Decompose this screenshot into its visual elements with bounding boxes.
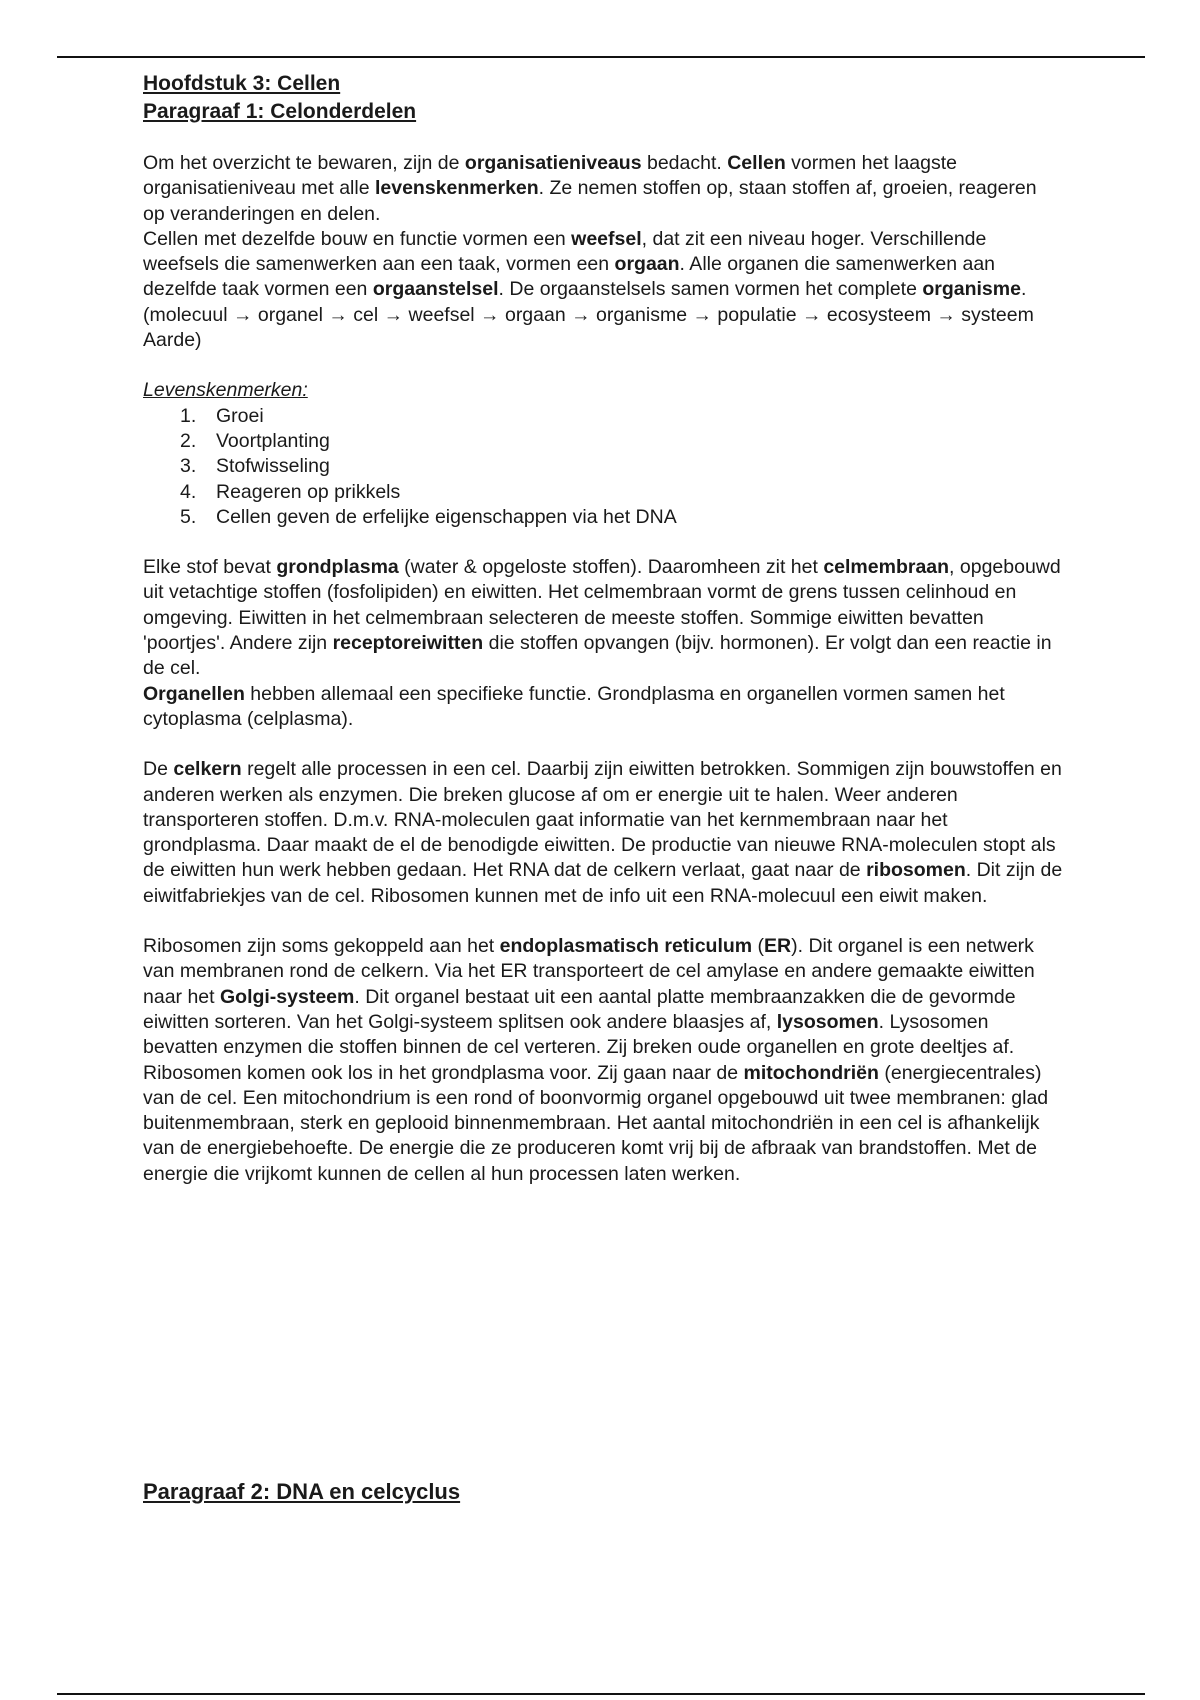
section-2-title: Paragraaf 2: DNA en celcyclus bbox=[143, 1479, 461, 1504]
section-1-title: Paragraaf 1: Celonderdelen bbox=[143, 100, 417, 123]
bottom-rule bbox=[57, 1693, 1145, 1695]
paragraph: Elke stof bevat grondplasma (water & opgeloste stoffen). Daaromheen zit het celmembraan, opgebouwd uit vetachtige stoffen (fosfolipiden) en eiwitten. Het celmembraan vormt de grens tussen celinhoud en omgeving. Eiwitten in het celmembraan selecteren de meeste stoffen. Sommige eiwitten bevatten 'poortjes'. Andere zijn receptoreiwitten die stoffen opvangen (bijv. hormonen). Er volgt dan een reactie in de cel. bbox=[143, 556, 1061, 680]
paragraph: Organellen hebben allemaal een specifieke functie. Grondplasma en organellen vormen samen het cytoplasma (celplasma). bbox=[143, 682, 1005, 730]
list-item: 1. Groei bbox=[180, 404, 264, 427]
paragraph: Ribosomen zijn soms gekoppeld aan het endoplasmatisch reticulum (ER). Dit organel is een netwerk van membranen rond de celkern. Via het ER transporteert de cel amylase en andere gemaakte eiwitten naar het Golgi-systeem. Dit organel bestaat uit een aantal platte membraanzakken die de gevormde eiwitten sorteren. Van het Golgi-systeem splitsen ook andere blaasjes af, lysosomen. Lysosomen bevatten enzymen die stoffen binnen de cel verteren. Zij breken oude organellen en grote deeltjes af. Ribosomen komen ook los in het grondplasma voor. Zij gaan naar de mitochondriën (energiecentrales) van de cel. Een mitochondrium is een rond of boonvormig organel opgebouwd uit twee membranen: glad buitenmembraan, sterk en geplooid binnenmembraan. Het aantal mitochondriën in een cel is afhankelijk van de energiebehoefte. De energie die ze produceren komt vrij bij de afbraak van brandstoffen. Met de energie die vrijkomt kunnen de cellen al hun processen laten werken. bbox=[143, 935, 1049, 1185]
organelles-paragraph bbox=[143, 934, 1063, 1187]
intro-paragraphs bbox=[143, 151, 1063, 353]
top-rule bbox=[57, 56, 1145, 58]
chapter-title: Hoofdstuk 3: Cellen bbox=[143, 72, 341, 95]
list-item: 3. Stofwisseling bbox=[180, 455, 330, 478]
list-item: 4. Reageren op prikkels bbox=[180, 480, 401, 503]
paragraph: (molecuul → organel → cel → weefsel → orgaan → organisme → populatie → ecosysteem → systeem Aarde) bbox=[143, 303, 1034, 352]
list-item: 5. Cellen geven de erfelijke eigenschappen via het DNA bbox=[180, 505, 677, 528]
plasma-membrane-paragraphs bbox=[143, 555, 1063, 732]
list-item: 2. Voortplanting bbox=[180, 429, 330, 452]
paragraph: De celkern regelt alle processen in een cel. Daarbij zijn eiwitten betrokken. Sommigen zijn bouwstoffen en anderen werken als enzymen. Die breken glucose af om er energie uit te halen. Weer anderen transporteren stoffen. D.m.v. RNA-moleculen gaat informatie van het kernmembraan naar het grondplasma. Daar maakt de el de benodigde eiwitten. De productie van nieuwe RNA-moleculen stopt als de eiwitten hun werk hebben gedaan. Het RNA dat de celkern verlaat, gaat naar de ribosomen. Dit zijn de eiwitfabriekjes van de cel. Ribosomen kunnen met de info uit een RNA-molecuul een eiwit maken. bbox=[143, 758, 1063, 907]
life-characteristics-label: Levenskenmerken: bbox=[143, 379, 308, 402]
nucleus-paragraph bbox=[143, 757, 1063, 909]
document-body bbox=[143, 70, 1063, 1187]
paragraph: Om het overzicht te bewaren, zijn de organisatieniveaus bedacht. Cellen vormen het laagste organisatieniveau met alle levenskenmerken. Ze nemen stoffen op, staan stoffen af, groeien, reageren op veranderingen en delen. bbox=[143, 152, 1037, 225]
life-characteristics-list bbox=[143, 404, 1063, 530]
paragraph: Cellen met dezelfde bouw en functie vormen een weefsel, dat zit een niveau hoger. Verschillende weefsels die samenwerken aan een taak, vormen een orgaan. Alle organen die samenwerken aan dezelfde taak vormen een orgaanstelsel. De orgaanstelsels samen vormen het complete organisme. bbox=[143, 227, 1027, 301]
